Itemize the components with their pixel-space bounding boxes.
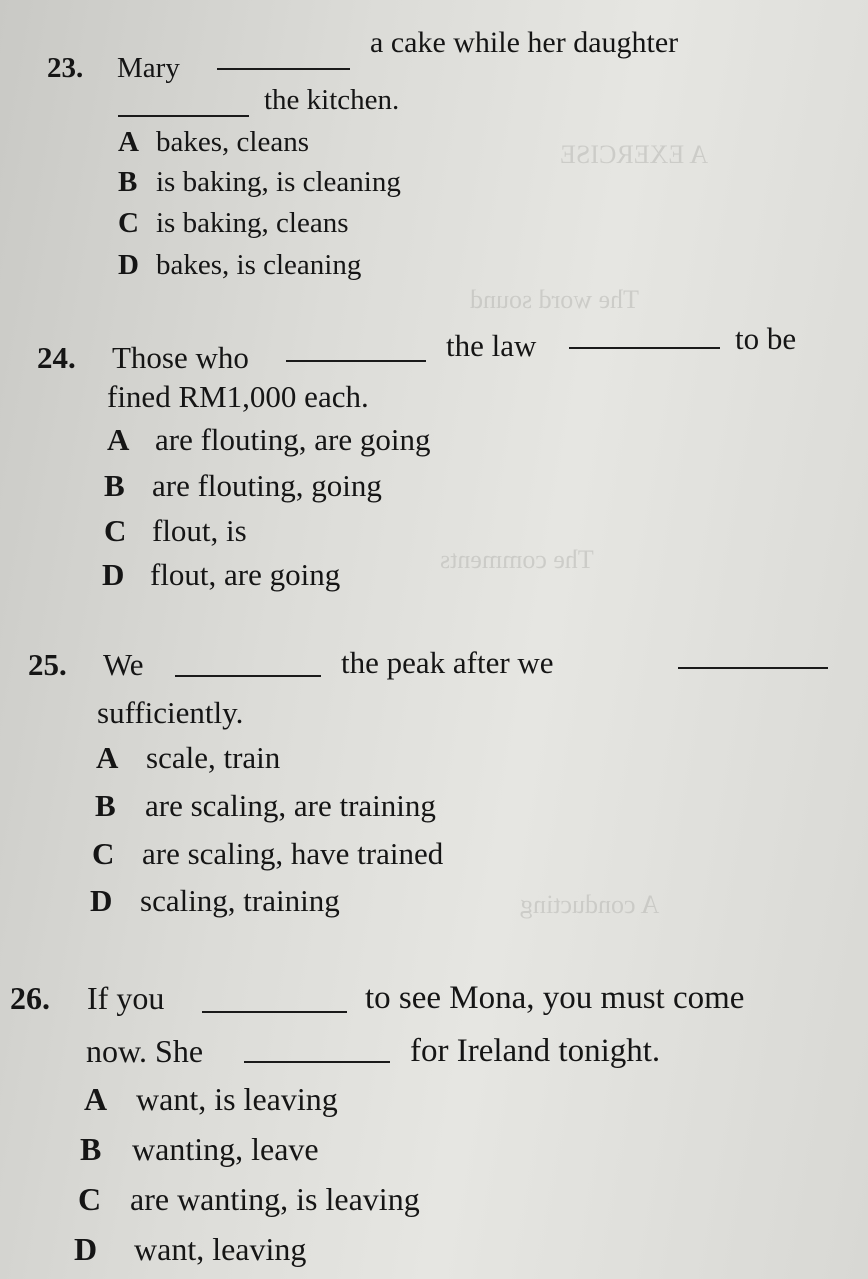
question-stem-text: If you [87, 980, 165, 1016]
option-b [95, 790, 436, 821]
bleed-through-text: A EXERCISE [560, 140, 709, 169]
option-b [80, 1133, 319, 1165]
option-text: is baking, cleans [156, 207, 349, 239]
option-letter: C [78, 1181, 102, 1217]
answer-blank [217, 68, 350, 70]
question-stem-text: the kitchen. [264, 84, 400, 116]
question-number: 23. [47, 52, 84, 84]
option-text: are wanting, is leaving [130, 1181, 420, 1217]
option-letter: B [80, 1131, 102, 1167]
option-c [78, 1183, 420, 1215]
option-d [102, 559, 340, 590]
question-stem-text: for Ireland tonight. [410, 1033, 661, 1069]
option-letter: A [84, 1081, 108, 1117]
option-text: are flouting, are going [155, 422, 431, 457]
option-text: flout, is [152, 513, 247, 548]
option-letter: D [90, 883, 113, 918]
option-text: are scaling, are training [145, 788, 436, 823]
answer-blank [678, 667, 828, 669]
option-letter: D [102, 557, 125, 592]
option-text: scale, train [146, 740, 281, 775]
option-text: want, is leaving [136, 1081, 338, 1117]
bleed-through-text: A conducting [520, 890, 660, 919]
question-number: 25. [28, 647, 67, 682]
answer-blank [286, 360, 426, 362]
option-b [118, 168, 401, 197]
option-a [96, 742, 280, 773]
option-d [74, 1233, 306, 1265]
question-stem-text: We [103, 647, 144, 682]
question-stem-text: sufficiently. [97, 695, 244, 730]
option-text: bakes, cleans [156, 126, 309, 158]
question-number: 26. [10, 980, 50, 1016]
answer-blank [244, 1061, 390, 1063]
option-letter: A [118, 126, 139, 158]
question-number: 24. [37, 340, 76, 375]
option-c [92, 838, 443, 869]
question-stem-text: the law [446, 328, 537, 363]
option-letter: D [74, 1231, 98, 1267]
option-letter: B [104, 468, 125, 503]
bleed-through-text: The comments [440, 545, 594, 574]
option-text: flout, are going [150, 557, 341, 592]
answer-blank [175, 675, 321, 677]
option-a [84, 1083, 338, 1115]
question-stem-text: Mary [117, 52, 180, 84]
answer-blank [118, 115, 249, 117]
option-text: is baking, is cleaning [156, 166, 401, 198]
question-stem-text: to be [735, 321, 797, 356]
question-stem-text: a cake while her daughter [370, 26, 679, 59]
option-text: bakes, is cleaning [156, 249, 362, 281]
option-a [118, 128, 309, 157]
answer-blank [202, 1011, 347, 1013]
option-a [107, 424, 430, 455]
option-d [118, 251, 361, 280]
option-letter: C [92, 836, 115, 871]
option-b [104, 470, 382, 501]
option-text: scaling, training [140, 883, 340, 918]
option-c [118, 209, 348, 238]
option-text: are scaling, have trained [142, 836, 444, 871]
question-stem-text: the peak after we [341, 645, 554, 680]
answer-blank [569, 347, 720, 349]
option-text: wanting, leave [132, 1131, 319, 1167]
option-d [90, 885, 340, 916]
question-stem-text: now. She [86, 1033, 204, 1069]
option-letter: A [107, 422, 130, 457]
option-c [104, 515, 247, 546]
question-stem-text: Those who [112, 340, 249, 375]
option-letter: B [118, 166, 138, 198]
option-letter: A [96, 740, 119, 775]
question-stem-text: fined RM1,000 each. [107, 379, 369, 414]
option-letter: D [118, 249, 139, 281]
question-stem-text: to see Mona, you must come [365, 980, 745, 1016]
option-letter: C [118, 207, 139, 239]
option-letter: B [95, 788, 116, 823]
bleed-through-text: The word sound [470, 285, 639, 314]
option-text: are flouting, going [152, 468, 382, 503]
option-letter: C [104, 513, 127, 548]
option-text: want, leaving [134, 1231, 307, 1267]
